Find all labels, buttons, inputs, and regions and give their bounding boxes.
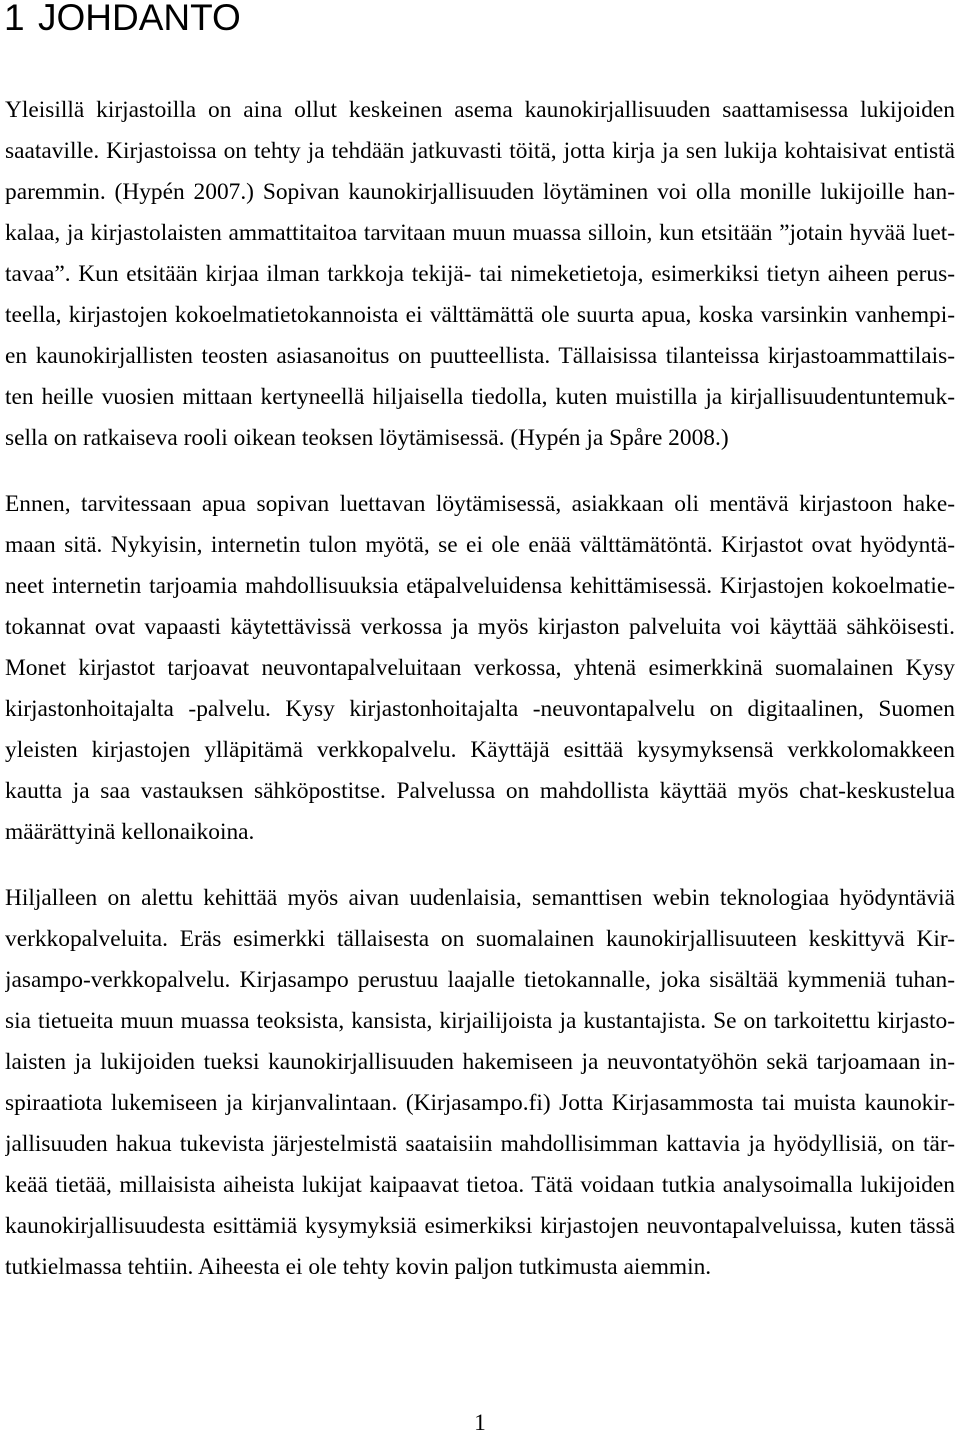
text-line: sella on ratkaiseva rooli oikean teoksen löytämisessä. (Hypén ja Spåre 2008.) [5,425,729,451]
text-line: määrättyinä kellonaikoina. [5,819,255,845]
text-line: maan sitä. Nykyisin, internetin tulon myötä, se ei ole enää välttämätöntä. Kirjastot ovat hyödyntä- [5,532,955,558]
text-line: ten heille vuosien mittaan kertyneellä hiljaisella tiedolla, kuten muistilla ja kirjallisuudentuntemuk- [5,384,955,410]
text-line: yleisten kirjastojen ylläpitämä verkkopalvelu. Käyttäjä esittää kysymyksensä verkkolomakkeen [5,737,955,763]
chapter-number: 1 [4,0,25,38]
text-line: verkkopalveluita. Eräs esimerkki tällaisesta on suomalainen kaunokirjallisuuteen keskittyvä Kir- [5,926,955,952]
text-line: neet internetin tarjoamia mahdollisuuksia etäpalveluidensa kehittämisessä. Kirjastojen kokoelmatie- [5,573,955,599]
text-line: spiraatiota lukemiseen ja kirjanvalintaan. (Kirjasampo.fi) Jotta Kirjasammosta tai muista kaunokir- [5,1090,955,1116]
text-line: keää tietää, millaisista aiheista lukijat kaipaavat tietoa. Tätä voidaan tutkia analysoimalla lukijoiden [5,1172,955,1198]
text-line: tokannat ovat vapaasti käytettävissä verkossa ja myös kirjaston palveluita voi käyttää sähköisesti. [5,614,955,640]
text-line: en kaunokirjallisten teosten asiasanoitus on puutteellista. Tällaisissa tilanteissa kirjastoammattilais- [5,343,955,369]
text-line: Monet kirjastot tarjoavat neuvontapalveluitaan verkossa, yhtenä esimerkkinä suomalainen Kysy [5,655,955,681]
text-line: teella, kirjastojen kokoelmatietokannoista ei välttämättä ole suurta apua, koska varsinkin vanhempi- [5,302,955,328]
text-line: laisten ja lukijoiden tueksi kaunokirjallisuuden hakemiseen ja neuvontatyöhön sekä tarjoamaan in- [5,1049,955,1075]
text-line: paremmin. (Hypén 2007.) Sopivan kaunokirjallisuuden löytäminen voi olla monille lukijoille han- [5,179,955,205]
page-number: 1 [474,1410,486,1436]
body-text [5,90,955,1313]
text-line: jallisuuden hakua tukevista järjestelmistä saataisiin mahdollisimman kattavia ja hyödyllisiä, on tär- [5,1131,955,1157]
text-line: kalaa, ja kirjastolaisten ammattitaitoa tarvitaan muun muassa silloin, kun etsitään ”jotain hyvää luet- [5,220,955,246]
text-line: Hiljalleen on alettu kehittää myös aivan uudenlaisia, semanttisen webin teknologiaa hyödyntäviä [5,885,955,911]
text-line: kirjastonhoitajalta -palvelu. Kysy kirjastonhoitajalta -neuvontapalvelu on digitaalinen, Suomen [5,696,955,722]
text-line: jasampo-verkkopalvelu. Kirjasampo perustuu laajalle tietokannalle, joka sisältää kymmeniä tuhan- [5,967,955,993]
paragraph-1 [5,90,955,459]
text-line: tutkielmassa tehtiin. Aiheesta ei ole tehty kovin paljon tutkimusta aiemmin. [5,1254,712,1280]
chapter-heading [4,0,241,38]
text-line: kaunokirjallisuudesta esittämiä kysymyksiä esimerkiksi kirjastojen neuvontapalveluissa, kuten tässä [5,1213,955,1239]
text-line: kautta ja saa vastauksen sähköpostitse. Palvelussa on mahdollista käyttää myös chat-keskustelua [5,778,955,804]
text-line: sia tietueita muun muassa teoksista, kansista, kirjailijoista ja kustantajista. Se on tarkoitettu kirjasto- [5,1008,955,1034]
text-line: Yleisillä kirjastoilla on aina ollut keskeinen asema kaunokirjallisuuden saattamisessa lukijoiden [5,97,955,123]
paragraph-2 [5,484,955,853]
text-line: saataville. Kirjastoissa on tehty ja tehdään jatkuvasti töitä, jotta kirja ja sen lukija kohtaisivat entistä [5,138,955,164]
chapter-title: JOHDANTO [38,0,241,38]
text-line: Ennen, tarvitessaan apua sopivan luettavan löytämisessä, asiakkaan oli mentävä kirjastoon hake- [5,491,955,517]
text-line: tavaa”. Kun etsitään kirjaa ilman tarkkoja tekijä- tai nimeketietoja, esimerkiksi tietyn aiheen perus- [5,261,955,287]
paragraph-3 [5,878,955,1288]
